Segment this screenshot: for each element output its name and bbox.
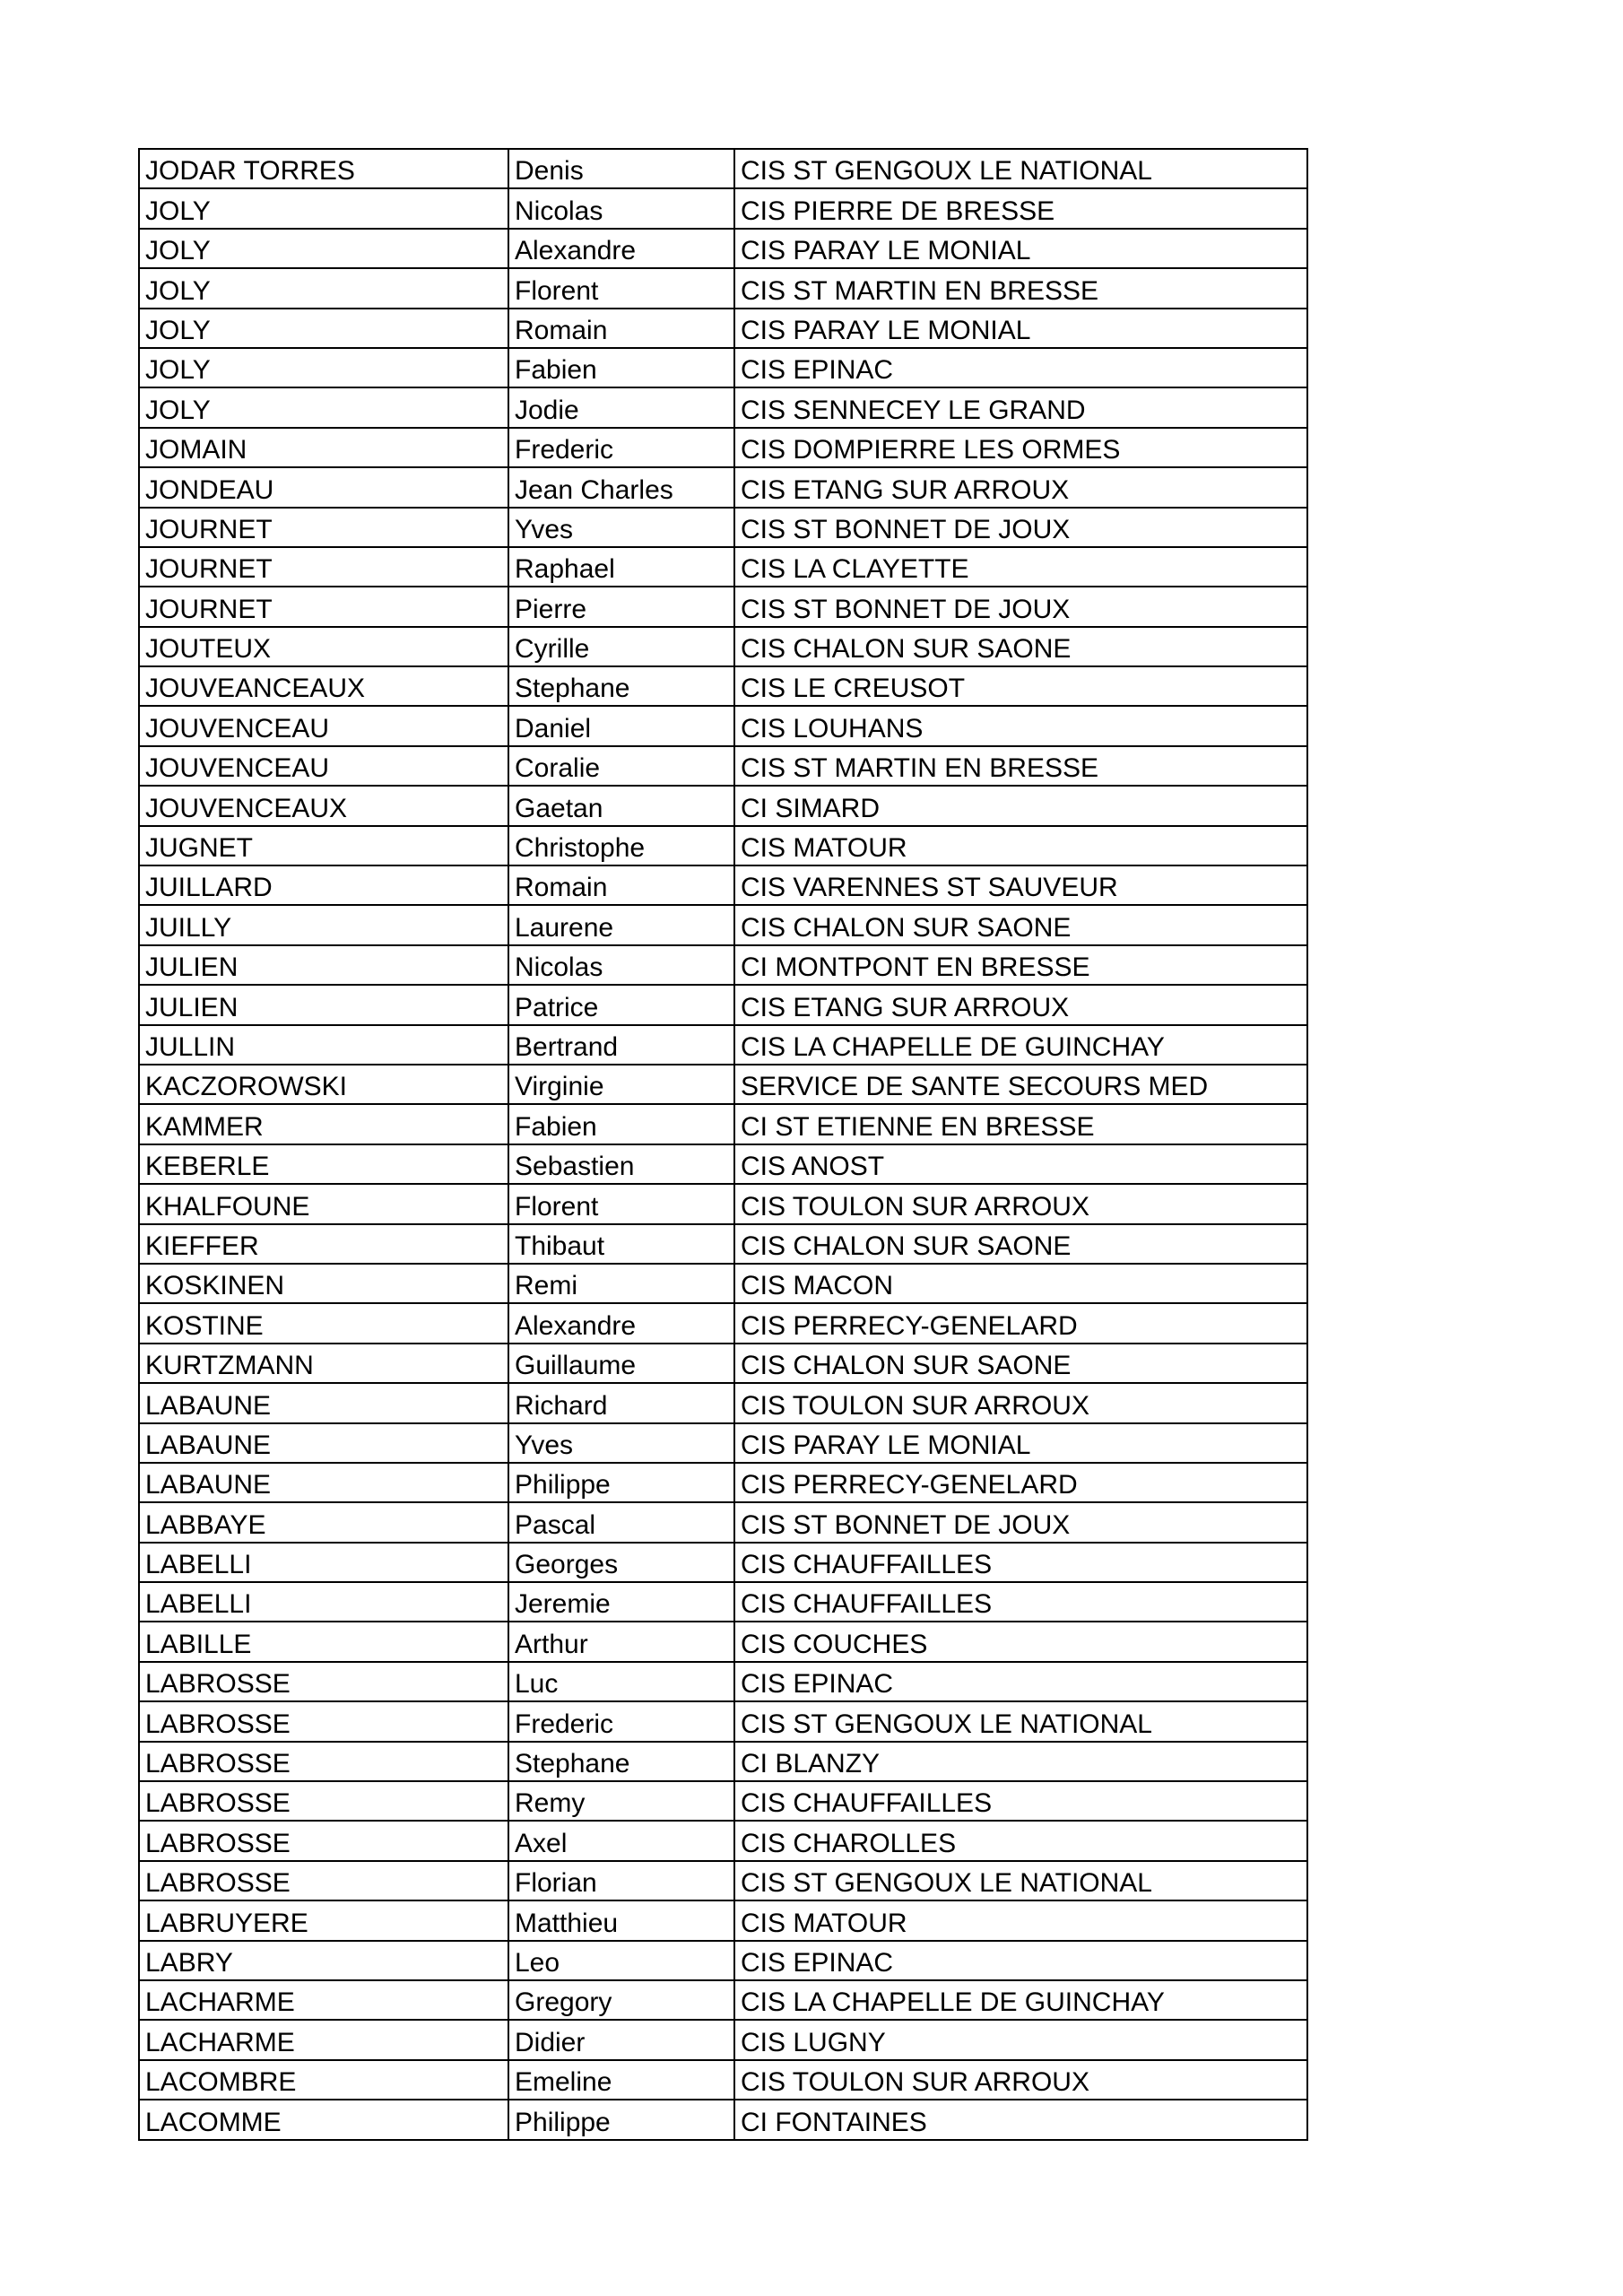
unit-cell: CIS PARAY LE MONIAL [734, 1423, 1307, 1463]
first-name-cell: Denis [508, 149, 734, 188]
unit-cell: CIS ST BONNET DE JOUX [734, 508, 1307, 547]
first-name-cell: Remi [508, 1264, 734, 1303]
table-row [139, 1861, 1307, 1900]
last-name-cell: LACHARME [139, 1980, 508, 2020]
table-row [139, 1742, 1307, 1781]
first-name-cell: Virginie [508, 1065, 734, 1104]
table-row [139, 428, 1307, 467]
last-name-cell: JOLY [139, 188, 508, 228]
last-name-cell: JULIEN [139, 945, 508, 985]
last-name-cell: LABAUNE [139, 1383, 508, 1422]
last-name-cell: JONDEAU [139, 467, 508, 507]
first-name-cell: Matthieu [508, 1900, 734, 1940]
table-row [139, 1502, 1307, 1542]
table-row [139, 706, 1307, 745]
unit-cell: CIS CHALON SUR SAONE [734, 905, 1307, 944]
last-name-cell: JOUTEUX [139, 627, 508, 666]
first-name-cell: Raphael [508, 547, 734, 587]
table-row [139, 1303, 1307, 1343]
unit-cell: CIS PIERRE DE BRESSE [734, 188, 1307, 228]
table-row [139, 2020, 1307, 2059]
last-name-cell: LABELLI [139, 1582, 508, 1622]
table-row [139, 2060, 1307, 2100]
last-name-cell: JOLY [139, 309, 508, 348]
table-row [139, 1264, 1307, 1303]
first-name-cell: Luc [508, 1662, 734, 1701]
last-name-cell: LACOMME [139, 2100, 508, 2139]
first-name-cell: Patrice [508, 985, 734, 1024]
last-name-cell: JODAR TORRES [139, 149, 508, 188]
last-name-cell: LABBAYE [139, 1502, 508, 1542]
unit-cell: CI SIMARD [734, 786, 1307, 825]
last-name-cell: JOUVEANCEAUX [139, 666, 508, 706]
unit-cell: CIS CHALON SUR SAONE [734, 627, 1307, 666]
last-name-cell: LACOMBRE [139, 2060, 508, 2100]
table-row [139, 1463, 1307, 1502]
table-row [139, 865, 1307, 905]
first-name-cell: Frederic [508, 428, 734, 467]
unit-cell: CIS CHALON SUR SAONE [734, 1224, 1307, 1264]
unit-cell: CIS MATOUR [734, 826, 1307, 865]
last-name-cell: JULIEN [139, 985, 508, 1024]
last-name-cell: LACHARME [139, 2020, 508, 2059]
unit-cell: CIS LA CHAPELLE DE GUINCHAY [734, 1980, 1307, 2020]
last-name-cell: LABELLI [139, 1543, 508, 1582]
unit-cell: CIS CHAUFFAILLES [734, 1781, 1307, 1821]
table-row [139, 188, 1307, 228]
table-row [139, 1144, 1307, 1184]
table-row [139, 826, 1307, 865]
unit-cell: CIS PARAY LE MONIAL [734, 229, 1307, 268]
unit-cell: CI FONTAINES [734, 2100, 1307, 2139]
first-name-cell: Bertrand [508, 1025, 734, 1065]
table-row [139, 587, 1307, 626]
unit-cell: CIS LUGNY [734, 2020, 1307, 2059]
table-row [139, 666, 1307, 706]
last-name-cell: KACZOROWSKI [139, 1065, 508, 1104]
first-name-cell: Yves [508, 1423, 734, 1463]
table-row [139, 1104, 1307, 1144]
table-row [139, 1025, 1307, 1065]
table-row [139, 547, 1307, 587]
table-row [139, 387, 1307, 427]
first-name-cell: Axel [508, 1821, 734, 1860]
last-name-cell: JUILLARD [139, 865, 508, 905]
table-row [139, 1065, 1307, 1104]
last-name-cell: LABROSSE [139, 1742, 508, 1781]
first-name-cell: Arthur [508, 1622, 734, 1661]
table-row [139, 1980, 1307, 2020]
first-name-cell: Sebastien [508, 1144, 734, 1184]
first-name-cell: Alexandre [508, 229, 734, 268]
unit-cell: CIS DOMPIERRE LES ORMES [734, 428, 1307, 467]
first-name-cell: Emeline [508, 2060, 734, 2100]
unit-cell: CIS COUCHES [734, 1622, 1307, 1661]
first-name-cell: Pierre [508, 587, 734, 626]
first-name-cell: Leo [508, 1941, 734, 1980]
unit-cell: CIS PERRECY-GENELARD [734, 1303, 1307, 1343]
table-row [139, 1582, 1307, 1622]
table-row [139, 1900, 1307, 1940]
unit-cell: CIS LA CLAYETTE [734, 547, 1307, 587]
table-row [139, 1383, 1307, 1422]
table-row [139, 945, 1307, 985]
unit-cell: CIS ST BONNET DE JOUX [734, 1502, 1307, 1542]
unit-cell: CI BLANZY [734, 1742, 1307, 1781]
personnel-table [138, 148, 1308, 2141]
table-row [139, 1821, 1307, 1860]
first-name-cell: Stephane [508, 666, 734, 706]
first-name-cell: Florent [508, 268, 734, 308]
first-name-cell: Remy [508, 1781, 734, 1821]
first-name-cell: Pascal [508, 1502, 734, 1542]
table-row [139, 268, 1307, 308]
table-row [139, 627, 1307, 666]
unit-cell: SERVICE DE SANTE SECOURS MED [734, 1065, 1307, 1104]
first-name-cell: Fabien [508, 348, 734, 387]
table-row [139, 1423, 1307, 1463]
unit-cell: CIS ETANG SUR ARROUX [734, 467, 1307, 507]
first-name-cell: Coralie [508, 746, 734, 786]
table-row [139, 1701, 1307, 1741]
unit-cell: CI MONTPONT EN BRESSE [734, 945, 1307, 985]
table-row [139, 348, 1307, 387]
table-row [139, 1781, 1307, 1821]
table-row [139, 149, 1307, 188]
unit-cell: CIS CHALON SUR SAONE [734, 1344, 1307, 1383]
last-name-cell: LABROSSE [139, 1662, 508, 1701]
table-row [139, 905, 1307, 944]
table-row [139, 1543, 1307, 1582]
first-name-cell: Christophe [508, 826, 734, 865]
unit-cell: CIS CHAUFFAILLES [734, 1543, 1307, 1582]
first-name-cell: Gaetan [508, 786, 734, 825]
table-row [139, 309, 1307, 348]
last-name-cell: JOLY [139, 387, 508, 427]
unit-cell: CIS ANOST [734, 1144, 1307, 1184]
table-row [139, 1622, 1307, 1661]
table-row [139, 467, 1307, 507]
first-name-cell: Guillaume [508, 1344, 734, 1383]
table-row [139, 985, 1307, 1024]
last-name-cell: LABROSSE [139, 1861, 508, 1900]
last-name-cell: JOLY [139, 348, 508, 387]
unit-cell: CIS MACON [734, 1264, 1307, 1303]
table-row [139, 1184, 1307, 1223]
last-name-cell: LABROSSE [139, 1781, 508, 1821]
last-name-cell: LABROSSE [139, 1701, 508, 1741]
last-name-cell: JOUVENCEAU [139, 746, 508, 786]
last-name-cell: JOURNET [139, 547, 508, 587]
table-row [139, 1224, 1307, 1264]
unit-cell: CIS TOULON SUR ARROUX [734, 1383, 1307, 1422]
last-name-cell: LABROSSE [139, 1821, 508, 1860]
last-name-cell: JOUVENCEAU [139, 706, 508, 745]
last-name-cell: JUGNET [139, 826, 508, 865]
last-name-cell: KURTZMANN [139, 1344, 508, 1383]
last-name-cell: JOUVENCEAUX [139, 786, 508, 825]
unit-cell: CIS PERRECY-GENELARD [734, 1463, 1307, 1502]
unit-cell: CIS ST GENGOUX LE NATIONAL [734, 1701, 1307, 1741]
unit-cell: CIS EPINAC [734, 348, 1307, 387]
unit-cell: CIS LOUHANS [734, 706, 1307, 745]
unit-cell: CIS EPINAC [734, 1662, 1307, 1701]
last-name-cell: JUILLY [139, 905, 508, 944]
last-name-cell: KIEFFER [139, 1224, 508, 1264]
last-name-cell: LABRY [139, 1941, 508, 1980]
first-name-cell: Yves [508, 508, 734, 547]
last-name-cell: KEBERLE [139, 1144, 508, 1184]
unit-cell: CIS SENNECEY LE GRAND [734, 387, 1307, 427]
personnel-table-body [139, 149, 1307, 2140]
unit-cell: CIS CHAUFFAILLES [734, 1582, 1307, 1622]
first-name-cell: Jeremie [508, 1582, 734, 1622]
table-row [139, 746, 1307, 786]
first-name-cell: Cyrille [508, 627, 734, 666]
unit-cell: CIS ETANG SUR ARROUX [734, 985, 1307, 1024]
table-row [139, 1662, 1307, 1701]
table-row [139, 1941, 1307, 1980]
unit-cell: CIS TOULON SUR ARROUX [734, 2060, 1307, 2100]
first-name-cell: Nicolas [508, 945, 734, 985]
table-row [139, 1344, 1307, 1383]
unit-cell: CIS ST BONNET DE JOUX [734, 587, 1307, 626]
first-name-cell: Laurene [508, 905, 734, 944]
first-name-cell: Frederic [508, 1701, 734, 1741]
unit-cell: CIS EPINAC [734, 1941, 1307, 1980]
unit-cell: CIS ST GENGOUX LE NATIONAL [734, 1861, 1307, 1900]
unit-cell: CIS CHAROLLES [734, 1821, 1307, 1860]
unit-cell: CIS LE CREUSOT [734, 666, 1307, 706]
last-name-cell: LABILLE [139, 1622, 508, 1661]
first-name-cell: Jean Charles [508, 467, 734, 507]
table-row [139, 508, 1307, 547]
table-row [139, 786, 1307, 825]
unit-cell: CIS MATOUR [734, 1900, 1307, 1940]
last-name-cell: JOLY [139, 268, 508, 308]
first-name-cell: Philippe [508, 2100, 734, 2139]
first-name-cell: Nicolas [508, 188, 734, 228]
unit-cell: CIS ST MARTIN EN BRESSE [734, 746, 1307, 786]
last-name-cell: JOMAIN [139, 428, 508, 467]
last-name-cell: LABAUNE [139, 1423, 508, 1463]
unit-cell: CIS VARENNES ST SAUVEUR [734, 865, 1307, 905]
first-name-cell: Daniel [508, 706, 734, 745]
first-name-cell: Jodie [508, 387, 734, 427]
first-name-cell: Alexandre [508, 1303, 734, 1343]
last-name-cell: JOURNET [139, 508, 508, 547]
last-name-cell: KOSKINEN [139, 1264, 508, 1303]
first-name-cell: Romain [508, 309, 734, 348]
last-name-cell: LABAUNE [139, 1463, 508, 1502]
first-name-cell: Gregory [508, 1980, 734, 2020]
first-name-cell: Romain [508, 865, 734, 905]
first-name-cell: Didier [508, 2020, 734, 2059]
last-name-cell: JOURNET [139, 587, 508, 626]
last-name-cell: KOSTINE [139, 1303, 508, 1343]
unit-cell: CIS PARAY LE MONIAL [734, 309, 1307, 348]
table-row [139, 229, 1307, 268]
last-name-cell: KHALFOUNE [139, 1184, 508, 1223]
unit-cell: CI ST ETIENNE EN BRESSE [734, 1104, 1307, 1144]
last-name-cell: JULLIN [139, 1025, 508, 1065]
unit-cell: CIS LA CHAPELLE DE GUINCHAY [734, 1025, 1307, 1065]
first-name-cell: Richard [508, 1383, 734, 1422]
table-row [139, 2100, 1307, 2139]
last-name-cell: LABRUYERE [139, 1900, 508, 1940]
first-name-cell: Georges [508, 1543, 734, 1582]
last-name-cell: KAMMER [139, 1104, 508, 1144]
first-name-cell: Stephane [508, 1742, 734, 1781]
unit-cell: CIS TOULON SUR ARROUX [734, 1184, 1307, 1223]
first-name-cell: Thibaut [508, 1224, 734, 1264]
unit-cell: CIS ST GENGOUX LE NATIONAL [734, 149, 1307, 188]
first-name-cell: Florian [508, 1861, 734, 1900]
unit-cell: CIS ST MARTIN EN BRESSE [734, 268, 1307, 308]
last-name-cell: JOLY [139, 229, 508, 268]
first-name-cell: Florent [508, 1184, 734, 1223]
first-name-cell: Fabien [508, 1104, 734, 1144]
first-name-cell: Philippe [508, 1463, 734, 1502]
